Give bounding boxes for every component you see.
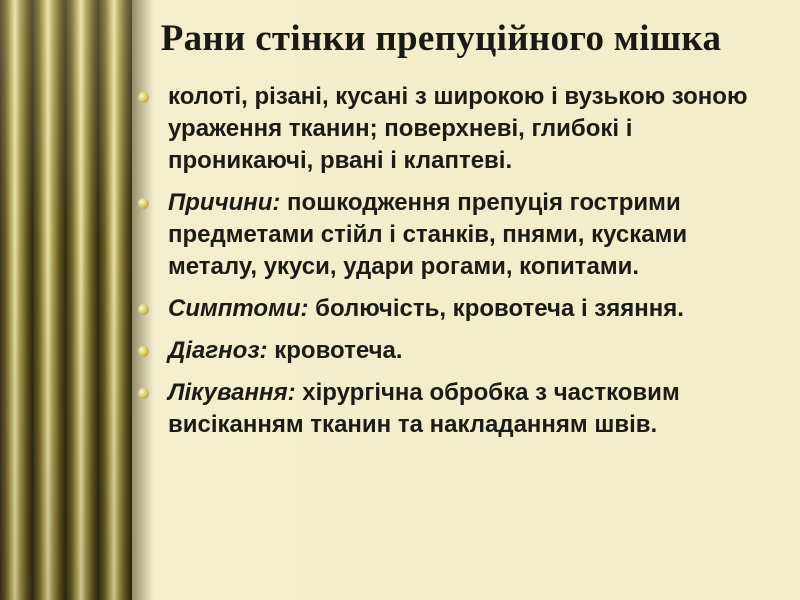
bullet-list (136, 81, 776, 451)
bullet-dot-icon (138, 92, 149, 103)
slide-title: Рани стінки препуційного мішка (160, 18, 722, 59)
bullet-item (136, 293, 776, 325)
bullet-text: пошкодження препуція гострими предметами стійл і станків, пнями, кусками металу, укуси, удари рогами, копитами. (168, 189, 688, 280)
bullet-lead: Симптоми: (168, 295, 309, 322)
bullet-text: кровотеча. (267, 337, 403, 364)
bullet-text: колоті, різані, кусані з широкою і вузькою зоною ураження тканин; поверхневі, глибокі і проникаючі, рвані і клаптеві. (168, 83, 748, 174)
bullet-text: болючість, кровотеча і зяяння. (308, 295, 684, 322)
bullet-item (136, 187, 776, 283)
bullet-item (136, 377, 776, 441)
bullet-lead: Діагноз: (168, 337, 268, 364)
bullet-text: хірургічна обробка з частковим висіканням тканин та накладанням швів. (168, 379, 680, 438)
bullet-dot-icon (138, 388, 149, 399)
bullet-item (136, 335, 776, 367)
decorative-pillar (0, 0, 132, 600)
bullet-lead: Причини: (168, 189, 281, 216)
bullet-dot-icon (138, 346, 149, 357)
bullet-dot-icon (138, 198, 149, 209)
bullet-lead: Лікування: (168, 379, 296, 406)
bullet-dot-icon (138, 304, 149, 315)
bullet-item (136, 81, 776, 177)
